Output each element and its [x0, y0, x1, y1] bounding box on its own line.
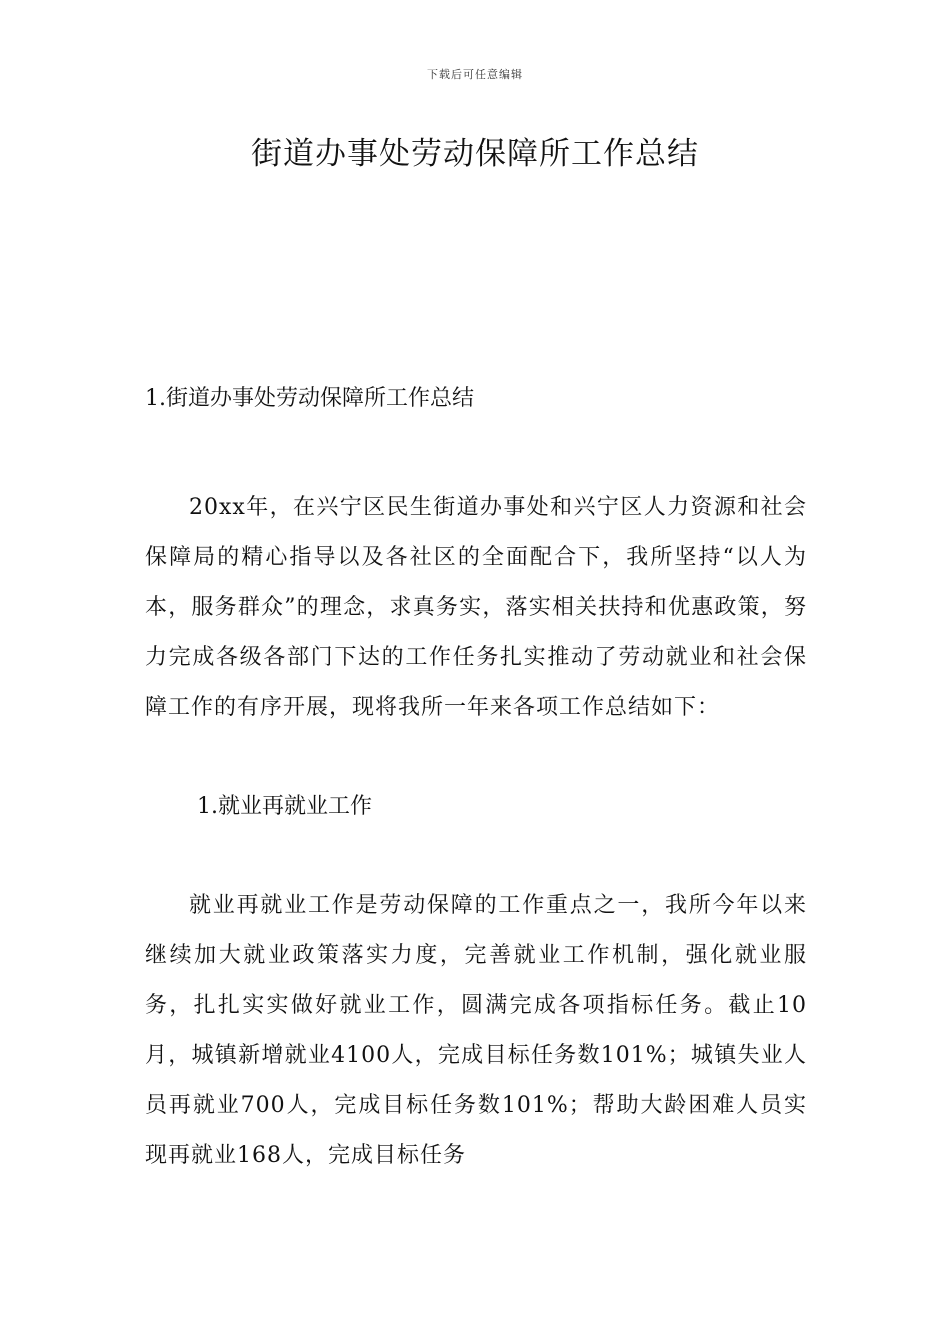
section-heading: 1.街道办事处劳动保障所工作总结 [145, 386, 474, 411]
spacer [145, 423, 807, 483]
spacer [145, 733, 807, 783]
spacer [145, 831, 807, 881]
body-paragraph: 就业再就业工作是劳动保障的工作重点之一，我所今年以来继续加大就业政策落实力度，完善就业工作机制，强化就业服务，扎扎实实做好就业工作，圆满完成各项指标任务。截止10月，城镇新增就业4100人，完成目标任务数101%；城镇失业人员再就业700人，完成目标任务数101%；帮助大龄困难人员实现再就业168人，完成目标任务 [145, 893, 807, 1168]
document-body [145, 375, 807, 1181]
header-note: 下载后可任意编辑 [427, 68, 523, 81]
document-title: 街道办事处劳动保障所工作总结 [251, 136, 699, 172]
intro-paragraph: 20xx年，在兴宁区民生街道办事处和兴宁区人力资源和社会保障局的精心指导以及各社区的全面配合下，我所坚持“以人为本，服务群众”的理念，求真务实，落实相关扶持和优惠政策，努力完成各级各部门下达的工作任务扎实推动了劳动就业和社会保障工作的有序开展，现将我所一年来各项工作总结如下： [145, 495, 807, 720]
sub-heading: 1.就业再就业工作 [197, 794, 372, 819]
